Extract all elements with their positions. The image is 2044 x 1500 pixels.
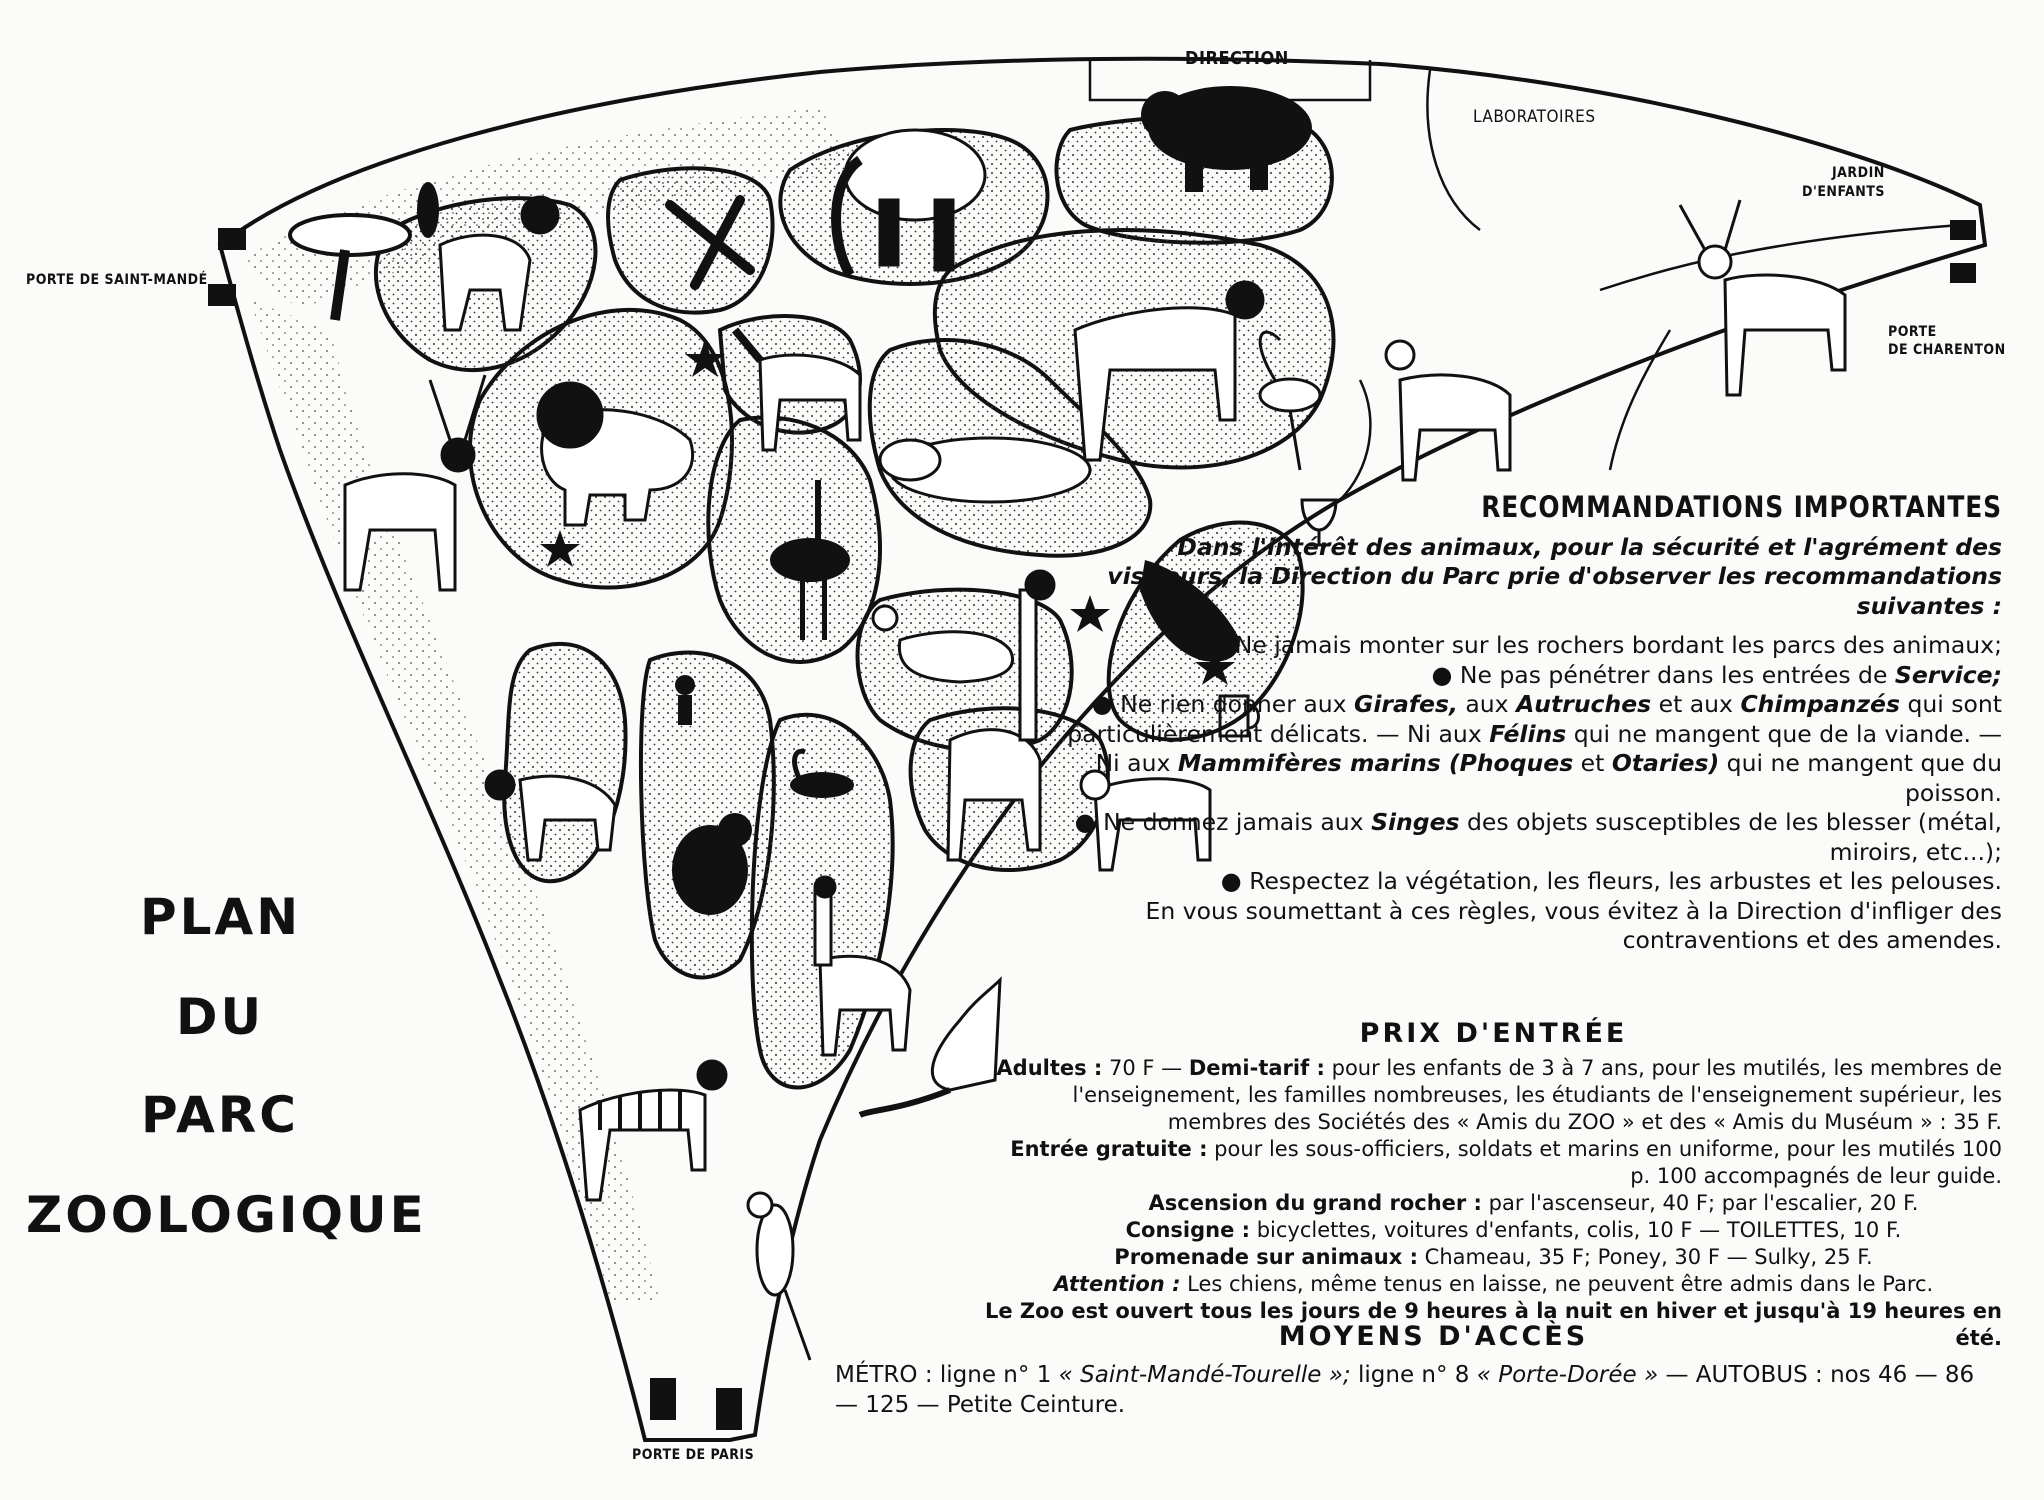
- map-title-line2: DU: [175, 988, 265, 1046]
- label-porte-saint-mande: PORTE DE SAINT-MANDÉ: [26, 272, 208, 288]
- rule-3-chimpanzes: Chimpanzés: [1740, 690, 1900, 718]
- acces-metro-b: ligne n° 8: [1350, 1362, 1477, 1388]
- gate-paris-1: [650, 1378, 676, 1420]
- rule-3-text-c: et aux: [1651, 690, 1741, 718]
- prix-demi-text: pour les enfants de 3 à 7 ans, pour les mutilés, les membres de l'enseignement, les familles nombreuses, les étudiants de l'enseignement supérieur, les membres des Sociétés des « Amis du ZOO » et des « Amis du Muséum » : 35 F.: [1072, 1056, 2002, 1134]
- label-porte-charenton-line1: PORTE: [1888, 324, 1937, 340]
- label-laboratoires: LABORATOIRES: [1473, 107, 1596, 127]
- rule-3-text-d: qui sont particulièrement délicats. — Ni aux: [1067, 690, 2002, 748]
- rule-2-service: Service;: [1894, 660, 2002, 689]
- gate-saint-mande-1: [218, 228, 246, 250]
- prix-consigne-text: bicyclettes, voitures d'enfants, colis, 10 F — TOILETTES, 10 F.: [1250, 1218, 1902, 1242]
- recommandations-intro: Dans l'intérêt des animaux, pour la sécurité et l'agrément des visiteurs, la Direction du Parc prie d'observer les recommandations suivantes :: [1107, 532, 2002, 620]
- prix-promenade-text: Chameau, 35 F; Poney, 30 F — Sulky, 25 F.: [1418, 1245, 1873, 1269]
- rule-3-felins: Félins: [1489, 719, 1567, 748]
- acces-metro-a: MÉTRO : ligne n° 1: [835, 1362, 1059, 1388]
- prix-title: PRIX D'ENTRÉE: [1359, 1018, 1628, 1049]
- monkey-icon: [675, 675, 695, 725]
- rule-3-mammiferes: Mammifères marins (Phoques: [1177, 749, 1574, 777]
- gate-paris-2: [716, 1388, 742, 1430]
- bullet-icon: ●: [1220, 867, 1242, 895]
- rule-5: [1050, 867, 2002, 897]
- map-title-line3: PARC: [141, 1086, 299, 1144]
- gate-charenton-1: [1950, 220, 1976, 240]
- rule-2: [1050, 661, 2002, 691]
- acces-station-2: « Porte-Dorée »: [1476, 1362, 1659, 1388]
- acces-text: [805, 1360, 2002, 1420]
- prix-demi-label: Demi-tarif :: [1188, 1056, 1325, 1080]
- prix-promenade-label: Promenade sur animaux :: [1114, 1245, 1418, 1269]
- prix-attention: [985, 1271, 2002, 1298]
- rule-3-girafes: Girafes,: [1354, 690, 1458, 718]
- rule-3-autruches: Autruches: [1516, 690, 1652, 718]
- recommandations-closing: En vous soumettant à ces règles, vous évitez à la Direction d'infliger des contraventions et des amendes.: [1145, 896, 2002, 954]
- rule-5-text: Respectez la végétation, les fleurs, les arbustes et les pelouses.: [1249, 867, 2002, 895]
- prix-adultes-value: 70 F —: [1102, 1056, 1189, 1080]
- rule-1-text: Ne jamais monter sur les rochers bordant les parcs des animaux;: [1234, 631, 2002, 659]
- rule-3-otaries: Otaries): [1611, 749, 1720, 777]
- label-porte-charenton-line2: DE CHARENTON: [1888, 342, 2006, 358]
- prix-rocher-label: Ascension du grand rocher :: [1148, 1191, 1482, 1215]
- prix-rocher-text: par l'ascenseur, 40 F; par l'escalier, 20 F.: [1481, 1191, 1919, 1215]
- rule-3-text-et: et: [1573, 749, 1612, 777]
- label-direction: DIRECTION: [1185, 48, 1289, 69]
- rule-4-text-b: des objets susceptibles de les blesser (métal, miroirs, etc...);: [1459, 808, 2002, 866]
- map-title-line1: PLAN: [140, 888, 302, 946]
- label-jardin-enfants-line2: D'ENFANTS: [1802, 184, 1885, 200]
- rule-4-text: Ne donnez jamais aux: [1103, 808, 1372, 836]
- rule-3: [1050, 690, 2002, 808]
- acces-block: [805, 1322, 2002, 1420]
- acces-station-1: « Saint-Mandé-Tourelle »;: [1058, 1362, 1351, 1388]
- rule-2-text: Ne pas pénétrer dans les entrées de: [1459, 660, 1895, 689]
- bullet-icon: ●: [1091, 690, 1113, 718]
- label-porte-paris: PORTE DE PARIS: [632, 1447, 755, 1463]
- rule-3-text-b: aux: [1457, 690, 1517, 718]
- enclosure-ostrich: [708, 418, 880, 662]
- rule-3-text-e: qui ne mangent que de la viande. — Ni aux: [1095, 719, 2002, 777]
- prix-adultes-label: Adultes :: [996, 1056, 1103, 1080]
- prix-consigne-label: Consigne :: [1125, 1218, 1251, 1242]
- rule-1: [1050, 631, 2002, 661]
- map-title-line4: ZOOLOGIQUE: [26, 1186, 427, 1244]
- prix-block: [985, 1020, 2002, 1352]
- recommandations-title: RECOMMANDATIONS IMPORTANTES: [1481, 490, 2002, 524]
- prix-horaires-text: Le Zoo est ouvert tous les jours de 9 heures à la nuit en hiver et jusqu'à 19 heures en été.: [985, 1299, 2002, 1350]
- prix-attention-text: Les chiens, même tenus en laisse, ne peuvent être admis dans le Parc.: [1180, 1272, 1934, 1296]
- prix-adultes: [985, 1055, 2002, 1136]
- bullet-icon: ●: [1074, 808, 1096, 836]
- label-jardin-enfants-line1: JARDIN: [1832, 165, 1885, 181]
- prix-rocher: [985, 1190, 2002, 1217]
- bullet-icon: ●: [1206, 631, 1228, 659]
- enclosure-restaurant: [608, 168, 773, 312]
- rule-4: [1050, 808, 2002, 867]
- recommandations-block: [1050, 490, 2002, 956]
- gate-saint-mande-2: [208, 284, 236, 306]
- prix-gratuite: [985, 1136, 2002, 1190]
- acces-metro-c: — AUTOBUS : nos 46 — 86 — 125 — Petite Ceinture.: [835, 1362, 1975, 1418]
- bullet-icon: ●: [1431, 660, 1453, 689]
- penguin-icon: [417, 182, 439, 238]
- prix-attention-label: Attention :: [1053, 1272, 1181, 1296]
- prix-consigne: [985, 1217, 2002, 1244]
- prix-gratuite-label: Entrée gratuite :: [1010, 1137, 1208, 1161]
- rule-3-text: Ne rien donner aux: [1120, 690, 1355, 718]
- acces-title: MOYENS D'ACCÈS: [1278, 1321, 1589, 1352]
- gate-charenton-2: [1950, 263, 1976, 283]
- prix-promenade: [985, 1244, 2002, 1271]
- prix-gratuite-text: pour les sous-officiers, soldats et marins en uniforme, pour les mutilés 100 p. 100 accompagnés de leur guide.: [1207, 1137, 2002, 1188]
- rule-3-text-f: qui ne mangent que du poisson.: [1719, 749, 2002, 807]
- rule-4-singes: Singes: [1371, 808, 1460, 836]
